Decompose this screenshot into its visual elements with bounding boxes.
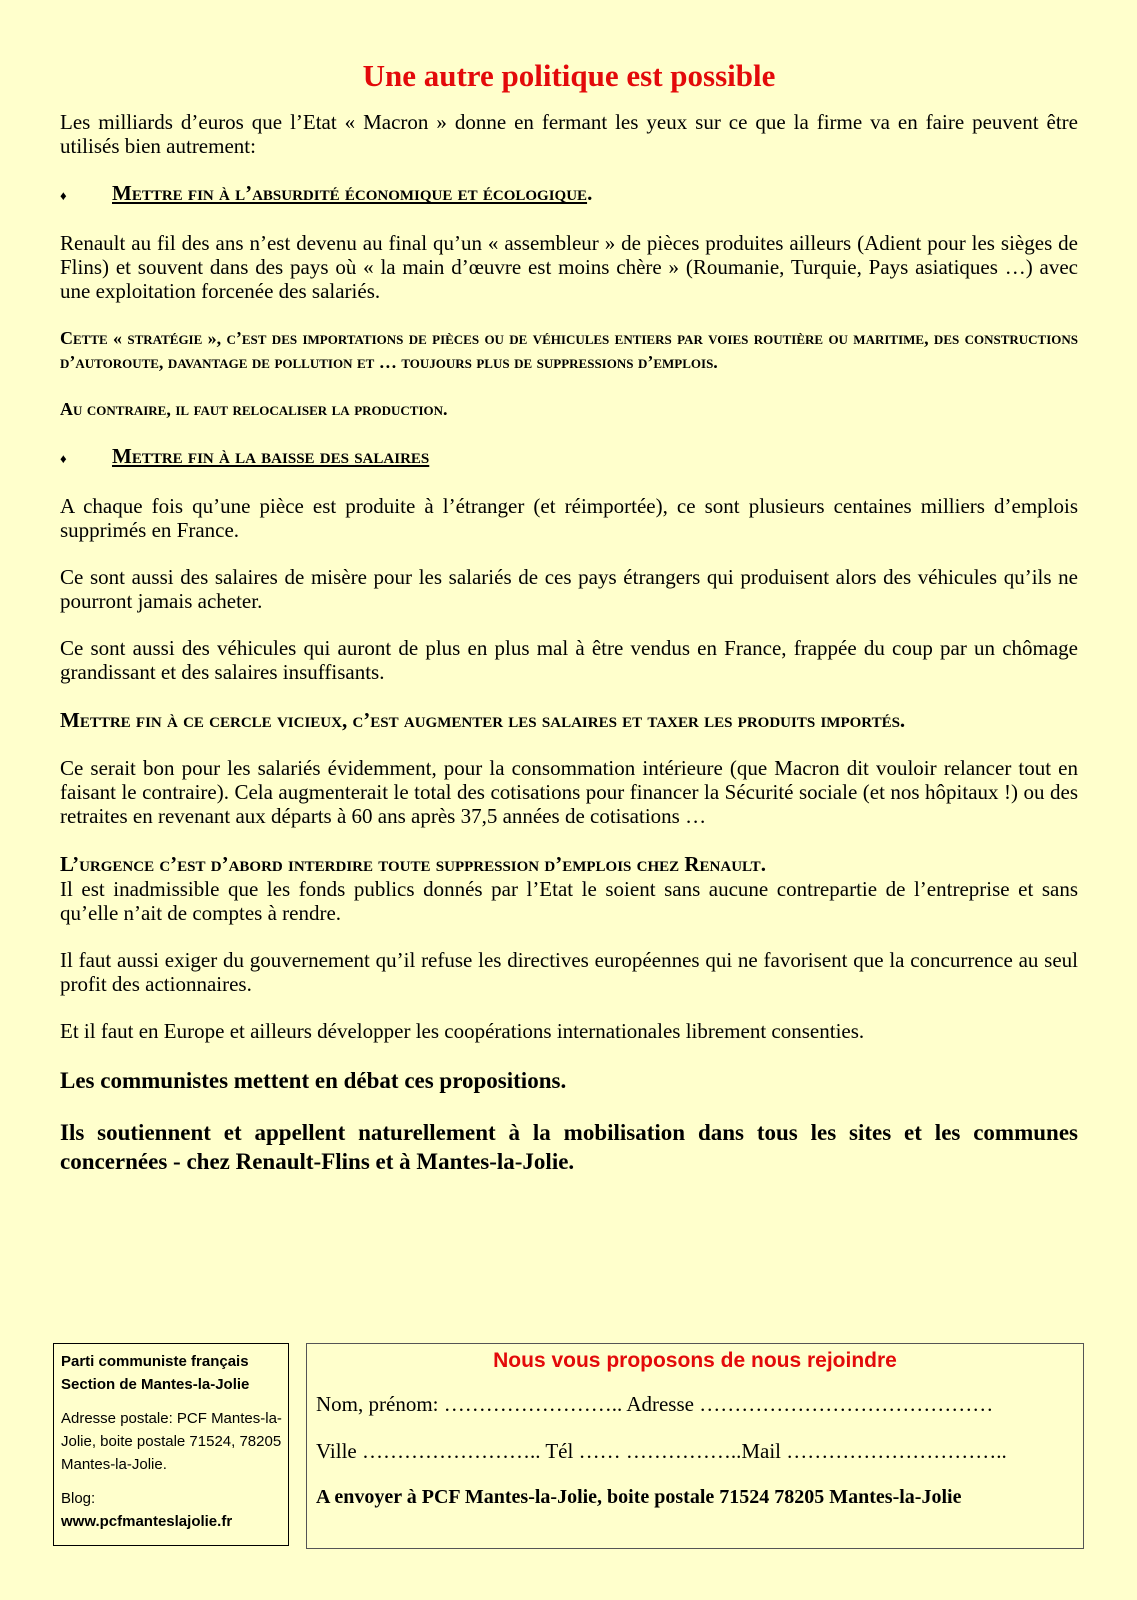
contact-box (53, 1343, 289, 1546)
section-heading-economic: ♦ Mettre fin à l’absurdité économique et écologique . (60, 181, 1078, 208)
strategy-paragraph: Cette « stratégie », c’est des importations de pièces ou de véhicules entiers par voies routière ou maritime, des constructions d’autoroute, davantage de pollution et … toujours plus de suppressions d’emplois. (60, 328, 1078, 372)
join-form-box (306, 1343, 1084, 1549)
postal-address: Adresse postale: PCF Mantes-la-Jolie, boite postale 71524, 78205 Mantes-la-Jolie. (61, 1410, 282, 1473)
vicious-circle-paragraph: Mettre fin à ce cercle vicieux, c’est augmenter les salaires et taxer les produits importés. (60, 708, 906, 732)
intro-paragraph: Les milliards d’euros que l’Etat « Macron » donne en fermant les yeux sur ce que la firme va en faire peuvent être utilisés bien autrement: (60, 110, 1078, 158)
section-heading-salaries (60, 444, 1078, 471)
send-to-address: A envoyer à PCF Mantes-la-Jolie, boite postale 71524 78205 Mantes-la-Jolie (316, 1486, 962, 1508)
bullet-icon: ♦ (60, 188, 67, 203)
blog-link[interactable]: www.pcfmanteslajolie.fr (61, 1513, 233, 1530)
renault-assembler-paragraph: Renault au fil des ans n’est devenu au final qu’un « assembleur » de pièces produites ailleurs (Adient pour les sièges de Flins) et souvent dans des pays où « la main d’œuvre est moins chère » (Roumanie, Turquie, Pays asiatiques …) avec une exploitation forcenée des salariés. (60, 231, 1078, 303)
join-title: Nous vous proposons de nous rejoindre (493, 1349, 897, 1372)
city-phone-mail-line: Ville …………………….. Tél …… ……………..Mail ………………………….. (316, 1439, 1007, 1463)
org-name: Parti communiste français (61, 1353, 249, 1370)
foreign-wages-paragraph: Ce sont aussi des salaires de misère pour les salariés de ces pays étrangers qui produisent alors des véhicules qu’ils ne pourront jamais acheter. (60, 565, 1078, 613)
section-name: Section de Mantes-la-Jolie (61, 1376, 250, 1393)
section-heading-text: Mettre fin à la baisse des salaires (112, 444, 430, 468)
jobs-paragraph: A chaque fois qu’une pièce est produite à l’étranger (et réimportée), ce sont plusieurs centaines milliers d’emplois supprimés en France. (60, 494, 1078, 542)
cooperation-paragraph: Et il faut en Europe et ailleurs développer les coopérations internationales librement consenties. (60, 1019, 865, 1043)
urgency-paragraph: L’urgence c’est d’abord interdire toute suppression d’emplois chez Renault. (60, 852, 766, 876)
unemployment-paragraph: Ce sont aussi des véhicules qui auront de plus en plus mal à être vendus en France, frappée du coup par un chômage grandissant et des salaires insuffisants. (60, 636, 1078, 684)
page-title: Une autre politique est possible (362, 58, 776, 93)
consumption-paragraph: Ce serait bon pour les salariés évidemment, pour la consommation intérieure (que Macron dit vouloir relancer tout en faisant le contraire). Cela augmenterait le total des cotisations pour financer la Sécurité sociale (et nos hôpitaux !) ou des retraites en revenant aux départs à 60 ans après 37,5 années de cotisations … (60, 756, 1078, 828)
blog-label: Blog: (61, 1490, 96, 1507)
name-address-line: Nom, prénom: …………………….. Adresse …………………………………… (316, 1392, 994, 1416)
bullet-icon: ♦ (60, 451, 67, 466)
eu-directives-paragraph: Il faut aussi exiger du gouvernement qu’il refuse les directives européennes qui ne favorisent que la concurrence au seul profit des actionnaires. (60, 948, 1078, 996)
section-heading-text: Mettre fin à l’absurdité économique et écologique (112, 181, 588, 205)
relocate-paragraph: Au contraire, il faut relocaliser la production. (60, 399, 448, 419)
main-content (60, 58, 1078, 1176)
mobilization-statement: Ils soutiennent et appellent naturellement à la mobilisation dans tous les sites et les communes concernées - chez Renault-Flins et à Mantes-la-Jolie. (60, 1120, 1078, 1174)
public-funds-paragraph: Il est inadmissible que les fonds publics donnés par l’Etat le soient sans aucune contrepartie de l’entreprise et sans qu’elle n’ait de comptes à rendre. (60, 877, 1078, 925)
debate-statement: Les communistes mettent en débat ces propositions. (60, 1068, 567, 1093)
